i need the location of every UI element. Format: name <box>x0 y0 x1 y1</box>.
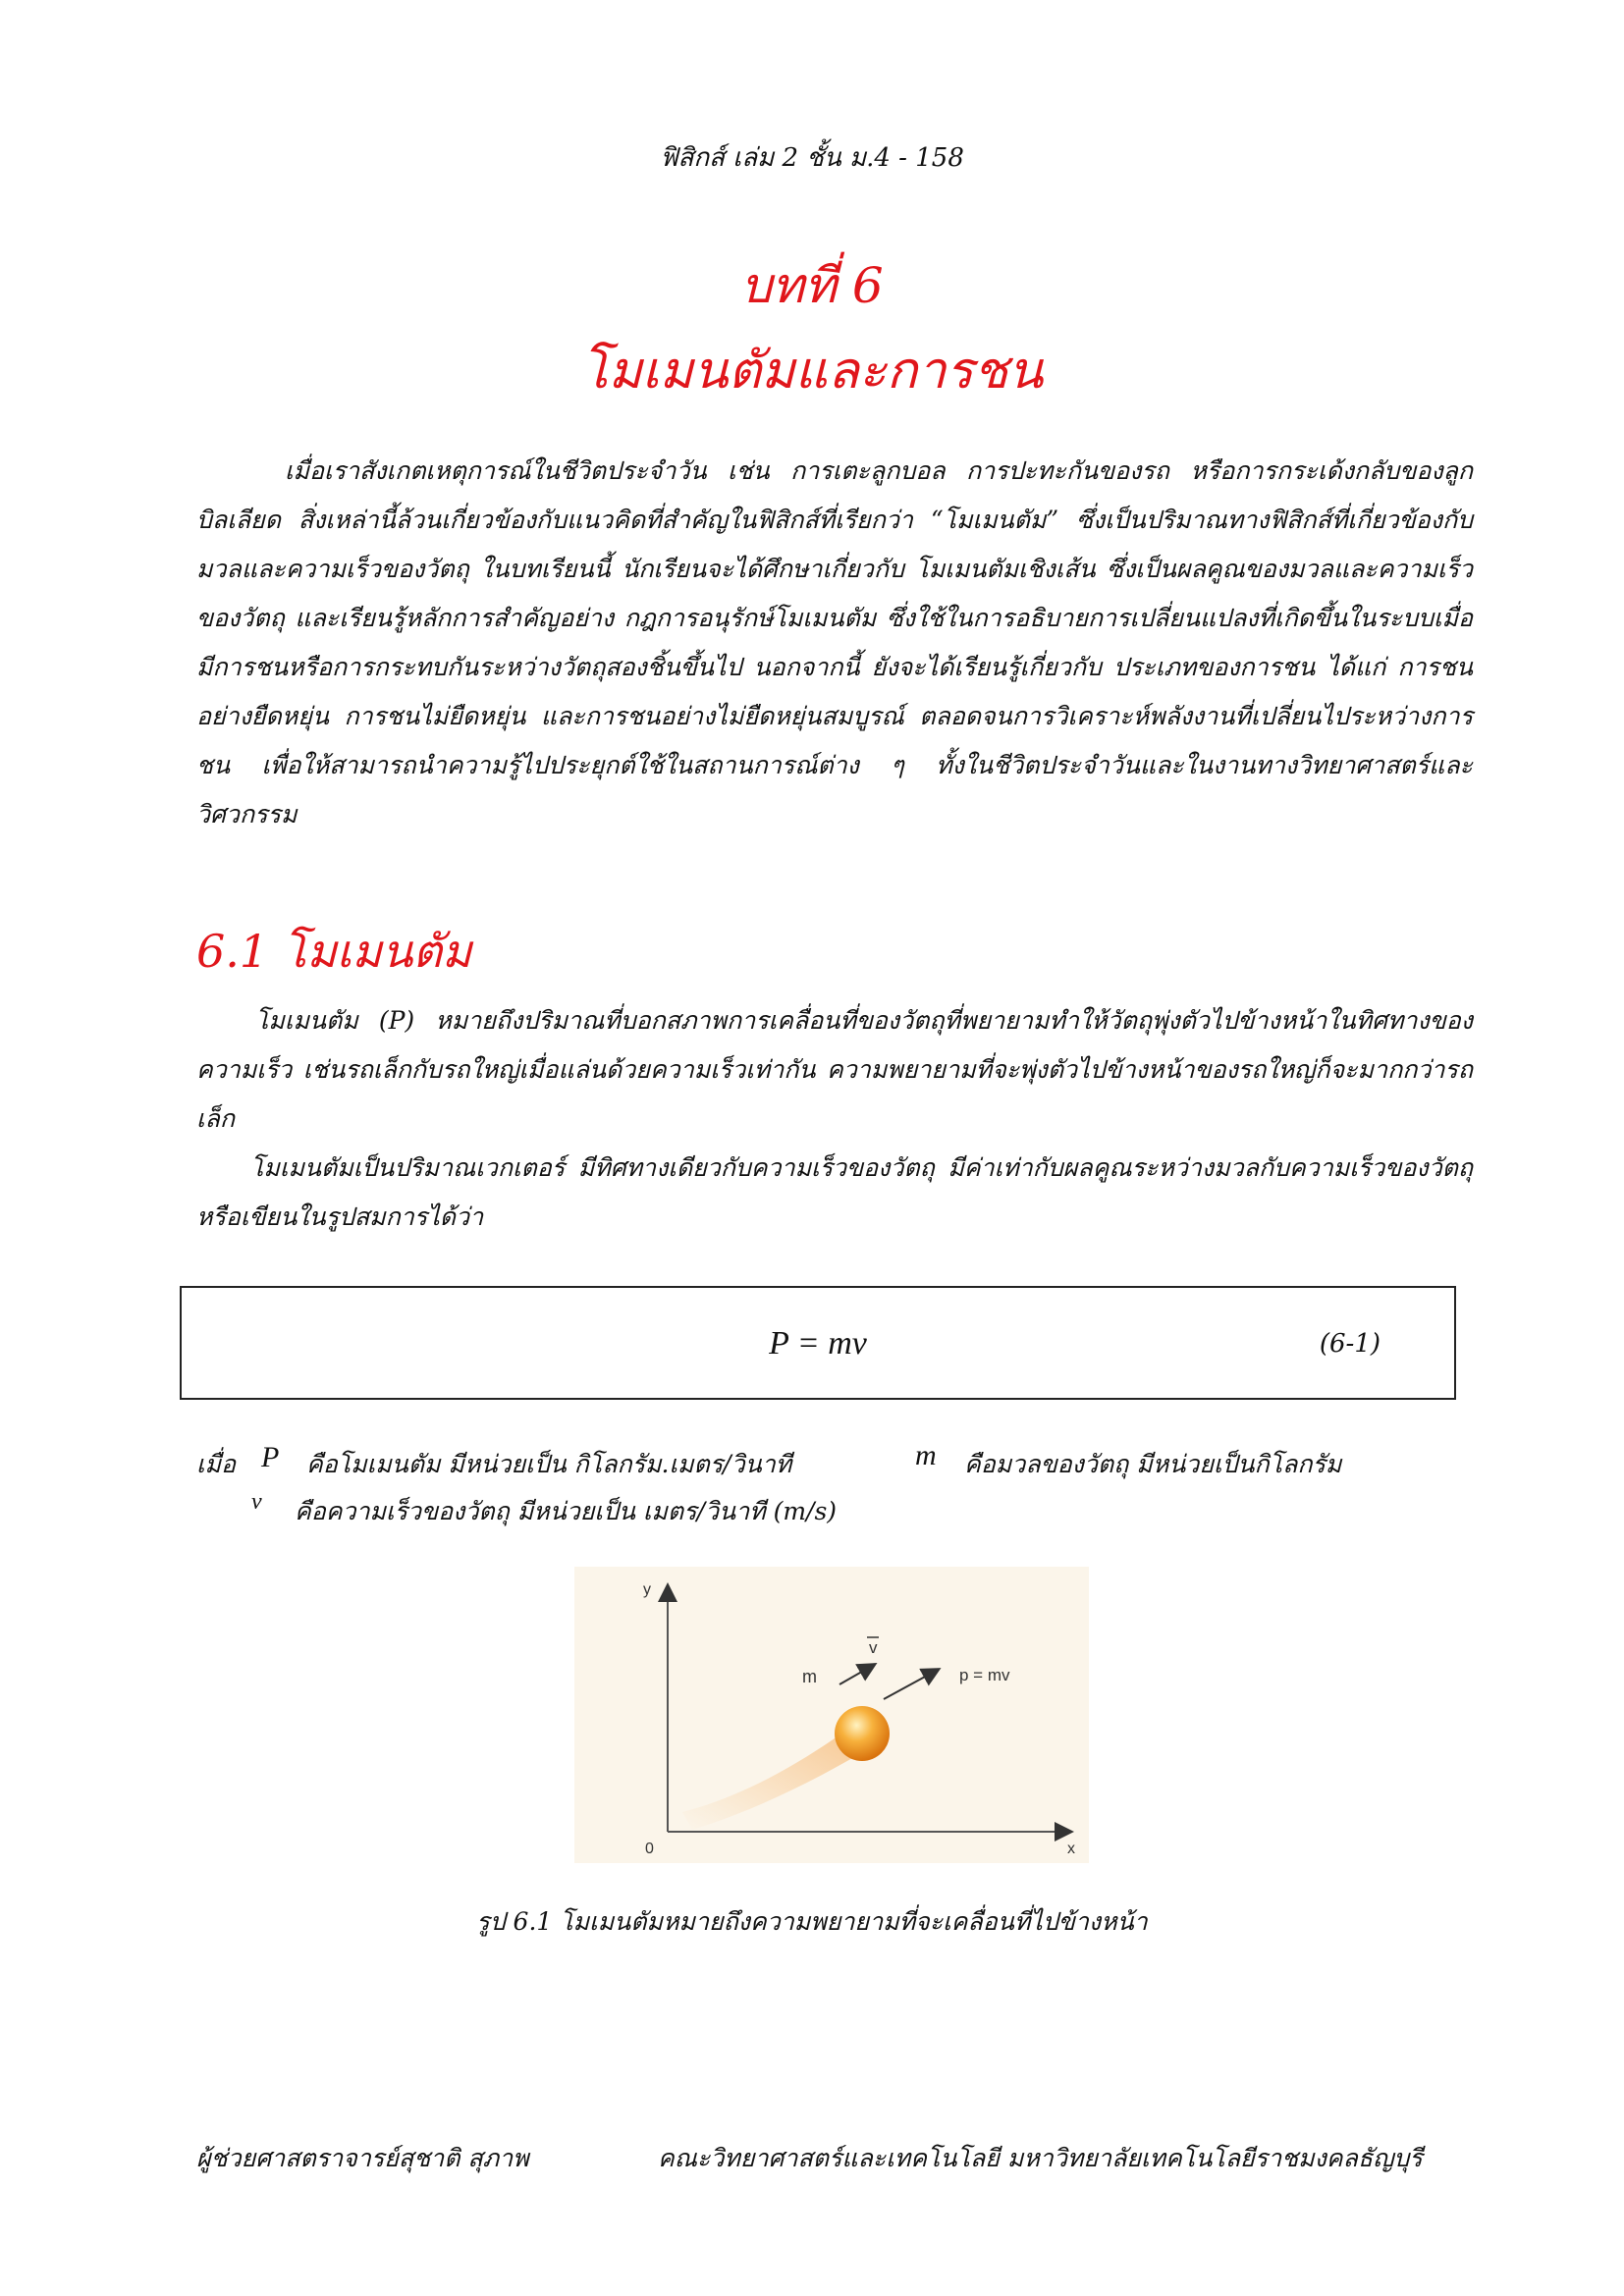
origin-label: 0 <box>645 1841 654 1857</box>
vector-paragraph: โมเมนตัมเป็นปริมาณเวกเตอร์ มีทิศทางเดียวกับความเร็วของวัตถุ มีค่าเท่ากับผลคูณระหว่างมวลกับความเร็วของวัตถุ หรือเขียนในรูปสมการได้ว่า <box>196 1153 1473 1231</box>
where-label: เมื่อ <box>196 1450 237 1478</box>
v-description: คือความเร็วของวัตถุ มีหน่วยเป็น เมตร/วินาที (m/s) <box>295 1497 838 1525</box>
momentum-arrow <box>884 1670 938 1699</box>
velocity-arrow-small <box>839 1665 874 1684</box>
x-axis-label: x <box>1067 1841 1075 1857</box>
page-header: ฟิสิกส์ เล่ม 2 ชั้น ม.4 - 158 <box>660 143 964 173</box>
p-symbol: P <box>261 1441 280 1473</box>
momentum-diagram <box>574 1567 1089 1863</box>
velocity-label: v <box>869 1638 878 1657</box>
v-symbol: v <box>251 1489 262 1515</box>
p-description: คือโมเมนตัม มีหน่วยเป็น กิโลกรัม.เมตร/วินาที <box>306 1450 792 1478</box>
equation-number: (6-1) <box>1319 1329 1380 1359</box>
mass-label: m <box>802 1667 817 1686</box>
momentum-label: p = mv <box>959 1666 1010 1684</box>
footer-affiliation: คณะวิทยาศาสตร์และเทคโนโลยี มหาวิทยาลัยเทคโนโลยีราชมงคลธัญบุรี <box>658 2144 1423 2172</box>
definition-paragraph: โมเมนตัม (P) หมายถึงปริมาณที่บอกสภาพการเคลื่อนที่ของวัตถุที่พยายามทำให้วัตถุพุ่งตัวไปข้างหน้าในทิศทางของความเร็ว เช่นรถเล็กกับรถใหญ่เมื่อแล่นด้วยความเร็วเท่ากัน ความพยายามที่จะพุ่งตัวไปข้างหน้าของรถใหญ่ก็จะมากกว่ารถเล็ก <box>196 1006 1473 1133</box>
footer-author: ผู้ช่วยศาสตราจารย์สุชาติ สุภาพ <box>196 2144 529 2172</box>
figure-caption: รูป 6.1 โมเมนตัมหมายถึงความพยายามที่จะเคลื่อนที่ไปข้างหน้า <box>476 1907 1148 1936</box>
intro-paragraph: เมื่อเราสังเกตเหตุการณ์ในชีวิตประจำวัน เช่น การเตะลูกบอล การปะทะกันของรถ หรือการกระเด้งกลับของลูกบิลเลียด สิ่งเหล่านี้ล้วนเกี่ยวข้องกับแนวคิดที่สำคัญในฟิสิกส์ที่เรียกว่า “โมเมนตัม” ซึ่งเป็นปริมาณทางฟิสิกส์ที่เกี่ยวข้องกับมวลและความเร็วของวัตถุ ในบทเรียนนี้ นักเรียนจะได้ศึกษาเกี่ยวกับ โมเมนตัมเชิงเส้น ซึ่งเป็นผลคูณของมวลและความเร็วของวัตถุ และเรียนรู้หลักการสำคัญอย่าง กฎการอนุรักษ์โมเมนตัม ซึ่งใช้ในการอธิบายการเปลี่ยนแปลงที่เกิดขึ้นในระบบเมื่อมีการชนหรือการกระทบกันระหว่างวัตถุสองชิ้นขึ้นไป นอกจากนี้ ยังจะได้เรียนรู้เกี่ยวกับ ประเภทของการชน ได้แก่ การชนอย่างยืดหยุ่น การชนไม่ยืดหยุ่น และการชนอย่างไม่ยืดหยุ่นสมบูรณ์ ตลอดจนการวิเคราะห์พลังงานที่เปลี่ยนไประหว่างการชน เพื่อให้สามารถนำความรู้ไปประยุกต์ใช้ในสถานการณ์ต่าง ๆ ทั้งในชีวิตประจำวันและในงานทางวิทยาศาสตร์และวิศวกรรม <box>196 456 1473 828</box>
momentum-figure <box>574 1567 1089 1863</box>
ball <box>835 1706 890 1761</box>
chapter-title: โมเมนตัมและการชน <box>580 342 1044 400</box>
m-description: คือมวลของวัตถุ มีหน่วยเป็นกิโลกรัม <box>964 1450 1342 1478</box>
motion-trail <box>682 1732 861 1830</box>
m-symbol: m <box>915 1439 937 1471</box>
section-heading: 6.1 โมเมนตัม <box>196 925 472 978</box>
equation-formula: P = mv <box>769 1325 867 1362</box>
y-axis-label: y <box>643 1581 651 1598</box>
equation-box <box>180 1286 1456 1400</box>
chapter-number: บทที่ 6 <box>740 257 884 314</box>
